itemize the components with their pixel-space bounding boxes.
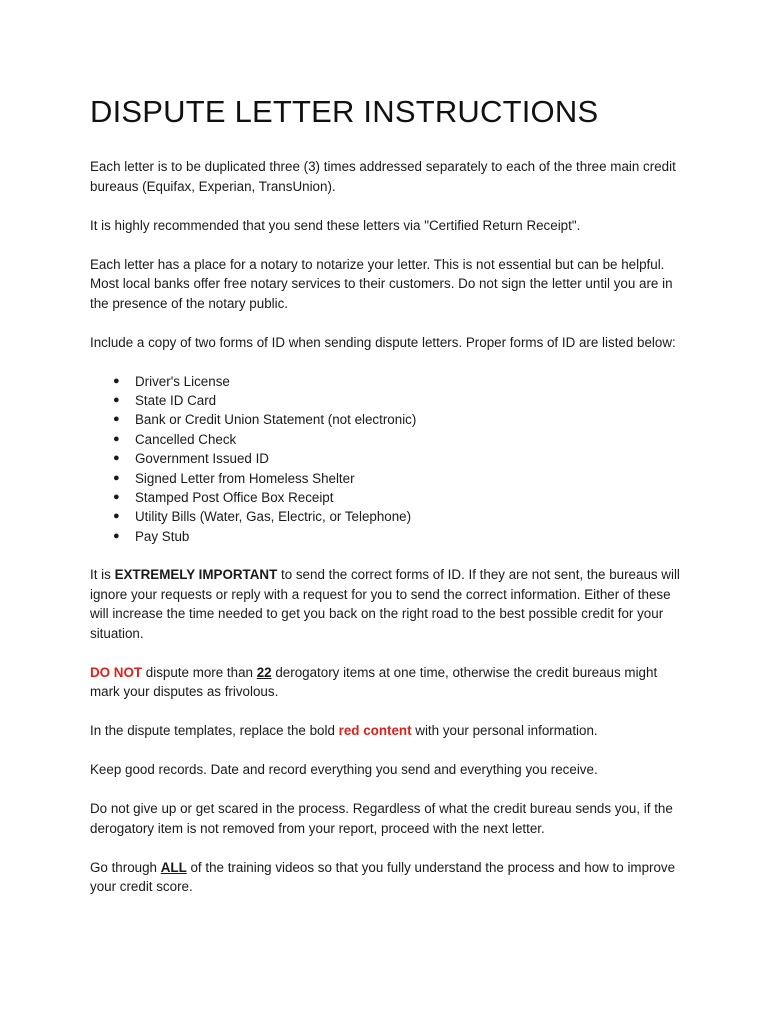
paragraph-id-intro: Include a copy of two forms of ID when sending dispute letters. Proper forms of ID are listed below: (90, 334, 676, 350)
bullet-icon: ● (113, 432, 120, 445)
list-item: ● Pay Stub (90, 527, 690, 546)
list-item: ● Utility Bills (Water, Gas, Electric, or Telephone) (90, 507, 690, 526)
paragraph-important: It is EXTREMELY IMPORTANT to send the correct forms of ID. If they are not sent, the bureaus will ignore your requests or reply with a request for you to send the correct information. Either of these will increase the time needed to get you back on the right road to the best possible credit for your situation. (90, 567, 680, 641)
paragraph-dispute-limit: DO NOT dispute more than 22 derogatory items at one time, otherwise the credit bureaus might mark your disputes as frivolous. (90, 664, 658, 700)
paragraph-notary: Each letter has a place for a notary to notarize your letter. This is not essential but can be helpful. Most local banks offer free notary services to their customers. Do not sign the letter until you are in the presence of the notary public. (90, 256, 673, 311)
id-forms-list (90, 372, 690, 547)
paragraph-records: Keep good records. Date and record everything you send and everything you receive. (90, 762, 598, 778)
paragraph-persistence: Do not give up or get scared in the process. Regardless of what the credit bureau sends you, if the derogatory item is not removed from your report, proceed with the next letter. (90, 801, 673, 836)
bullet-icon: ● (113, 374, 120, 387)
bullet-icon: ● (113, 393, 120, 406)
paragraph-duplication: Each letter is to be duplicated three (3) times addressed separately to each of the three main credit bureaus (Equifax, Experian, TransUnion). (90, 159, 676, 194)
page-title: DISPUTE LETTER INSTRUCTIONS (90, 94, 599, 129)
bullet-icon: ● (113, 490, 120, 503)
paragraph-training-videos: Go through ALL of the training videos so that you fully understand the process and how to improve your credit score. (90, 859, 676, 895)
emphasis-all: ALL (160, 859, 187, 875)
paragraph-templates: In the dispute templates, replace the bold red content with your personal information. (90, 723, 598, 739)
paragraph-certified-mail: It is highly recommended that you send these letters via "Certified Return Receipt". (90, 217, 581, 233)
list-item: ● Stamped Post Office Box Receipt (90, 488, 690, 507)
list-item: ● Signed Letter from Homeless Shelter (90, 469, 690, 488)
document-page (90, 92, 690, 916)
list-item: ● State ID Card (90, 391, 690, 410)
list-item: ● Cancelled Check (90, 430, 690, 449)
red-content-label: red content (338, 723, 412, 739)
dispute-limit-number: 22 (256, 664, 272, 680)
bullet-icon: ● (113, 452, 120, 465)
list-item: ● Bank or Credit Union Statement (not electronic) (90, 410, 690, 429)
warning-do-not: DO NOT (90, 664, 143, 680)
bullet-icon: ● (113, 529, 120, 542)
bullet-icon: ● (113, 510, 120, 523)
list-item: ● Government Issued ID (90, 449, 690, 468)
emphasis-extremely-important: EXTREMELY IMPORTANT (114, 567, 278, 583)
bullet-icon: ● (113, 471, 120, 484)
bullet-icon: ● (113, 413, 120, 426)
list-item: ● Driver's License (90, 372, 690, 391)
